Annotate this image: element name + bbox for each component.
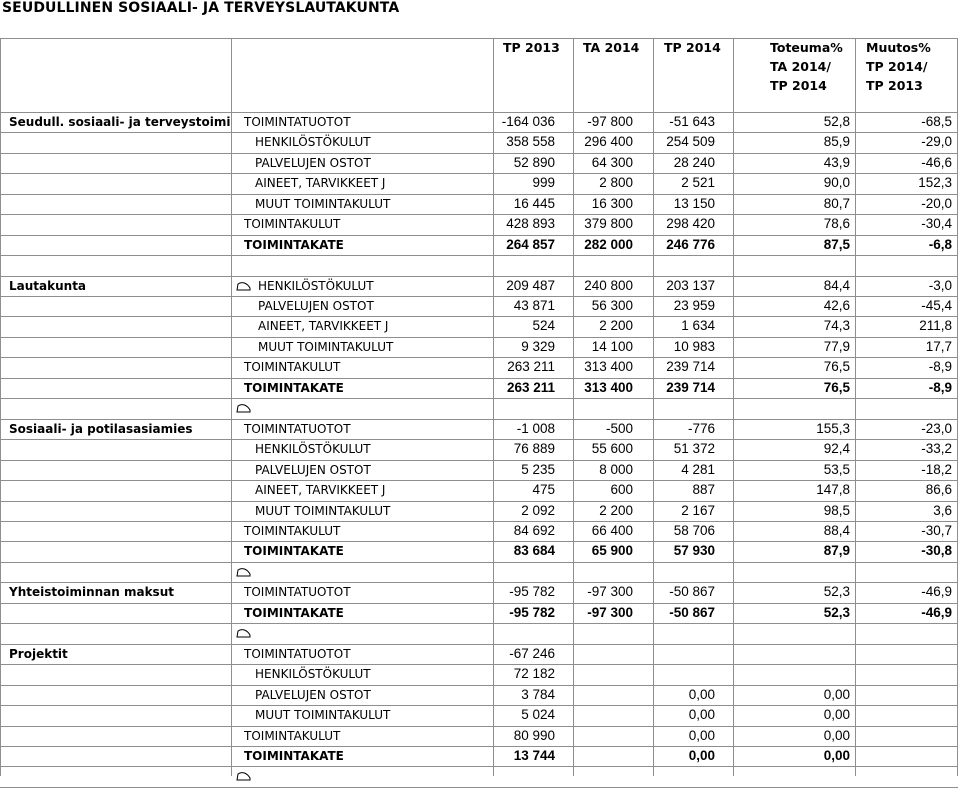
collapse-icon[interactable]: [236, 627, 251, 639]
row-label: HENKILÖSTÖKULUT: [255, 442, 371, 456]
value-cell: 53,5: [823, 462, 850, 477]
value-cell: 264 857: [506, 237, 555, 252]
value-cell: 52,8: [823, 114, 850, 129]
value-cell: 14 100: [591, 339, 633, 354]
row-label: MUUT TOIMINTAKULUT: [255, 708, 391, 722]
value-cell: 313 400: [584, 380, 633, 395]
value-cell: -67 246: [509, 646, 555, 661]
value-cell: -500: [605, 421, 633, 436]
grid-vline: [231, 38, 232, 776]
value-cell: 524: [532, 318, 555, 333]
row-label: TOIMINTAKATE: [244, 238, 344, 252]
section-label: Lautakunta: [9, 279, 87, 293]
value-cell: 8 000: [599, 462, 633, 477]
value-cell: 4 281: [681, 462, 715, 477]
row-label: TOIMINTATUOTOT: [244, 647, 351, 661]
value-cell: -95 782: [509, 605, 555, 620]
value-cell: -30,4: [921, 216, 952, 231]
row-label: TOIMINTAKATE: [244, 749, 344, 763]
value-cell: 2 200: [599, 503, 633, 518]
value-cell: -8,9: [928, 359, 952, 374]
value-cell: 239 714: [666, 359, 715, 374]
row-label: TOIMINTATUOTOT: [244, 115, 351, 129]
value-cell: 51 372: [673, 441, 715, 456]
value-cell: -30,7: [921, 523, 952, 538]
value-cell: 0,00: [688, 687, 715, 702]
value-cell: 313 400: [584, 359, 633, 374]
value-cell: 92,4: [823, 441, 850, 456]
row-label: AINEET, TARVIKKEET J: [258, 319, 389, 333]
value-cell: 263 211: [506, 380, 555, 395]
row-label: AINEET, TARVIKKEET J: [255, 176, 386, 190]
collapse-icon[interactable]: [236, 280, 251, 292]
value-cell: 43,9: [823, 155, 850, 170]
value-cell: 85,9: [823, 134, 850, 149]
value-cell: 2 200: [599, 318, 633, 333]
row-label: TOIMINTAKULUT: [244, 360, 341, 374]
row-label: PALVELUJEN OSTOT: [255, 156, 371, 170]
value-cell: 64 300: [591, 155, 633, 170]
value-cell: 56 300: [591, 298, 633, 313]
row-label: TOIMINTAKATE: [244, 381, 344, 395]
value-cell: 55 600: [591, 441, 633, 456]
value-cell: 87,9: [823, 543, 850, 558]
value-cell: 246 776: [666, 237, 715, 252]
value-cell: -33,2: [921, 441, 952, 456]
value-cell: -46,9: [921, 584, 952, 599]
row-label: PALVELUJEN OSTOT: [258, 299, 374, 313]
section-label: Yhteistoiminnan maksut: [9, 585, 174, 599]
value-cell: 475: [532, 482, 555, 497]
column-header: TP 2013: [503, 40, 560, 55]
column-header: TP 2013: [866, 78, 923, 93]
value-cell: 2 092: [521, 503, 555, 518]
value-cell: 358 558: [506, 134, 555, 149]
grid-vline: [957, 38, 958, 776]
value-cell: 52,3: [823, 584, 850, 599]
value-cell: 0,00: [688, 728, 715, 743]
value-cell: 239 714: [666, 380, 715, 395]
value-cell: 72 182: [513, 666, 555, 681]
grid-hline: [0, 398, 958, 399]
value-cell: 887: [692, 482, 715, 497]
value-cell: 17,7: [925, 339, 952, 354]
value-cell: 42,6: [823, 298, 850, 313]
value-cell: -20,0: [921, 196, 952, 211]
value-cell: -30,8: [921, 543, 952, 558]
column-header: TA 2014: [583, 40, 640, 55]
value-cell: -8,9: [928, 380, 952, 395]
value-cell: 203 137: [666, 278, 715, 293]
value-cell: 428 893: [506, 216, 555, 231]
value-cell: 296 400: [584, 134, 633, 149]
row-label: AINEET, TARVIKKEET J: [255, 483, 386, 497]
row-label: TOIMINTAKATE: [244, 544, 344, 558]
value-cell: -97 300: [587, 605, 633, 620]
grid-hline: [0, 623, 958, 624]
value-cell: 80 990: [513, 728, 555, 743]
value-cell: 0,00: [823, 728, 850, 743]
value-cell: 66 400: [591, 523, 633, 538]
value-cell: -776: [687, 421, 715, 436]
value-cell: 254 509: [666, 134, 715, 149]
value-cell: 0,00: [823, 687, 850, 702]
value-cell: 86,6: [925, 482, 952, 497]
row-label: PALVELUJEN OSTOT: [255, 463, 371, 477]
value-cell: -97 300: [587, 584, 633, 599]
value-cell: 78,6: [823, 216, 850, 231]
value-cell: 0,00: [823, 748, 850, 763]
grid-hline: [0, 766, 958, 767]
value-cell: 23 959: [673, 298, 715, 313]
value-cell: 3 784: [521, 687, 555, 702]
value-cell: 28 240: [673, 155, 715, 170]
value-cell: 209 487: [506, 278, 555, 293]
value-cell: 16 445: [513, 196, 555, 211]
value-cell: 5 235: [521, 462, 555, 477]
value-cell: -23,0: [921, 421, 952, 436]
column-header: Toteuma%: [770, 40, 843, 55]
value-cell: -3,0: [928, 278, 952, 293]
column-header: TP 2014/: [866, 59, 928, 74]
value-cell: -1 008: [516, 421, 555, 436]
value-cell: -29,0: [921, 134, 952, 149]
grid-hline: [0, 255, 958, 256]
value-cell: 98,5: [823, 503, 850, 518]
value-cell: 379 800: [584, 216, 633, 231]
value-cell: 87,5: [823, 237, 850, 252]
value-cell: 65 900: [591, 543, 633, 558]
value-cell: 76,5: [823, 359, 850, 374]
grid-vline: [0, 38, 1, 776]
page-title: SEUDULLINEN SOSIAALI- JA TERVEYSLAUTAKUNTA: [2, 0, 400, 16]
value-cell: 10 983: [673, 339, 715, 354]
value-cell: 600: [610, 482, 633, 497]
value-cell: -46,6: [921, 155, 952, 170]
value-cell: 77,9: [823, 339, 850, 354]
value-cell: 1 634: [681, 318, 715, 333]
value-cell: 90,0: [823, 175, 850, 190]
value-cell: 240 800: [584, 278, 633, 293]
row-label: PALVELUJEN OSTOT: [255, 688, 371, 702]
value-cell: 263 211: [507, 359, 555, 374]
row-label: HENKILÖSTÖKULUT: [255, 667, 371, 681]
value-cell: -97 800: [587, 114, 633, 129]
grid-vline: [733, 38, 734, 776]
row-label: TOIMINTAKULUT: [244, 524, 341, 538]
row-label: TOIMINTAKULUT: [244, 217, 341, 231]
value-cell: 13 150: [673, 196, 715, 211]
value-cell: 76,5: [823, 380, 850, 395]
value-cell: 83 684: [513, 543, 555, 558]
row-label: TOIMINTATUOTOT: [244, 585, 351, 599]
column-header: TP 2014: [770, 78, 827, 93]
value-cell: 0,00: [823, 707, 850, 722]
value-cell: 84 692: [513, 523, 555, 538]
grid-hline: [0, 562, 958, 563]
value-cell: -95 782: [509, 584, 555, 599]
value-cell: 84,4: [823, 278, 850, 293]
value-cell: -46,9: [921, 605, 952, 620]
column-header: Muutos%: [866, 40, 931, 55]
value-cell: 88,4: [823, 523, 850, 538]
column-header: TP 2014: [664, 40, 721, 55]
value-cell: -45,4: [921, 298, 952, 313]
value-cell: 2 800: [599, 175, 633, 190]
value-cell: 13 744: [513, 748, 555, 763]
value-cell: -50 867: [669, 584, 715, 599]
value-cell: 5 024: [521, 707, 555, 722]
value-cell: 43 871: [513, 298, 555, 313]
value-cell: 0,00: [688, 748, 715, 763]
report-table: [0, 38, 958, 776]
row-label: MUUT TOIMINTAKULUT: [255, 197, 391, 211]
value-cell: 80,7: [823, 196, 850, 211]
value-cell: 147,8: [816, 482, 850, 497]
row-label: HENKILÖSTÖKULUT: [258, 279, 374, 293]
value-cell: 74,3: [823, 318, 850, 333]
value-cell: -68,5: [921, 114, 952, 129]
row-label: HENKILÖSTÖKULUT: [255, 135, 371, 149]
value-cell: 298 420: [666, 216, 715, 231]
value-cell: 52 890: [513, 155, 555, 170]
value-cell: 2 167: [681, 503, 715, 518]
value-cell: 52,3: [823, 605, 850, 620]
row-label: TOIMINTATUOTOT: [244, 422, 351, 436]
value-cell: 999: [532, 175, 555, 190]
value-cell: -164 036: [501, 114, 555, 129]
section-label: Projektit: [9, 647, 68, 661]
value-cell: 211,8: [919, 318, 952, 333]
value-cell: 9 329: [521, 339, 555, 354]
value-cell: 76 889: [513, 441, 555, 456]
value-cell: 58 706: [673, 523, 715, 538]
value-cell: 155,3: [816, 421, 850, 436]
row-label: TOIMINTAKATE: [244, 606, 344, 620]
row-label: MUUT TOIMINTAKULUT: [258, 340, 394, 354]
section-label: Sosiaali- ja potilasasiamies: [9, 422, 193, 436]
collapse-icon[interactable]: [236, 566, 251, 578]
value-cell: 282 000: [584, 237, 633, 252]
value-cell: -6,8: [928, 237, 952, 252]
value-cell: 2 521: [681, 175, 715, 190]
value-cell: -18,2: [921, 462, 952, 477]
value-cell: 0,00: [688, 707, 715, 722]
value-cell: -51 643: [669, 114, 715, 129]
value-cell: 152,3: [918, 175, 952, 190]
section-label: Seudull. sosiaali- ja terveystoimi: [9, 115, 231, 129]
row-label: TOIMINTAKULUT: [244, 729, 341, 743]
collapse-icon[interactable]: [236, 770, 251, 782]
value-cell: 3,6: [933, 503, 952, 518]
value-cell: 57 930: [673, 543, 715, 558]
collapse-icon[interactable]: [236, 402, 251, 414]
row-label: MUUT TOIMINTAKULUT: [255, 504, 391, 518]
value-cell: 16 300: [591, 196, 633, 211]
value-cell: -50 867: [669, 605, 715, 620]
column-header: TA 2014/: [770, 59, 831, 74]
